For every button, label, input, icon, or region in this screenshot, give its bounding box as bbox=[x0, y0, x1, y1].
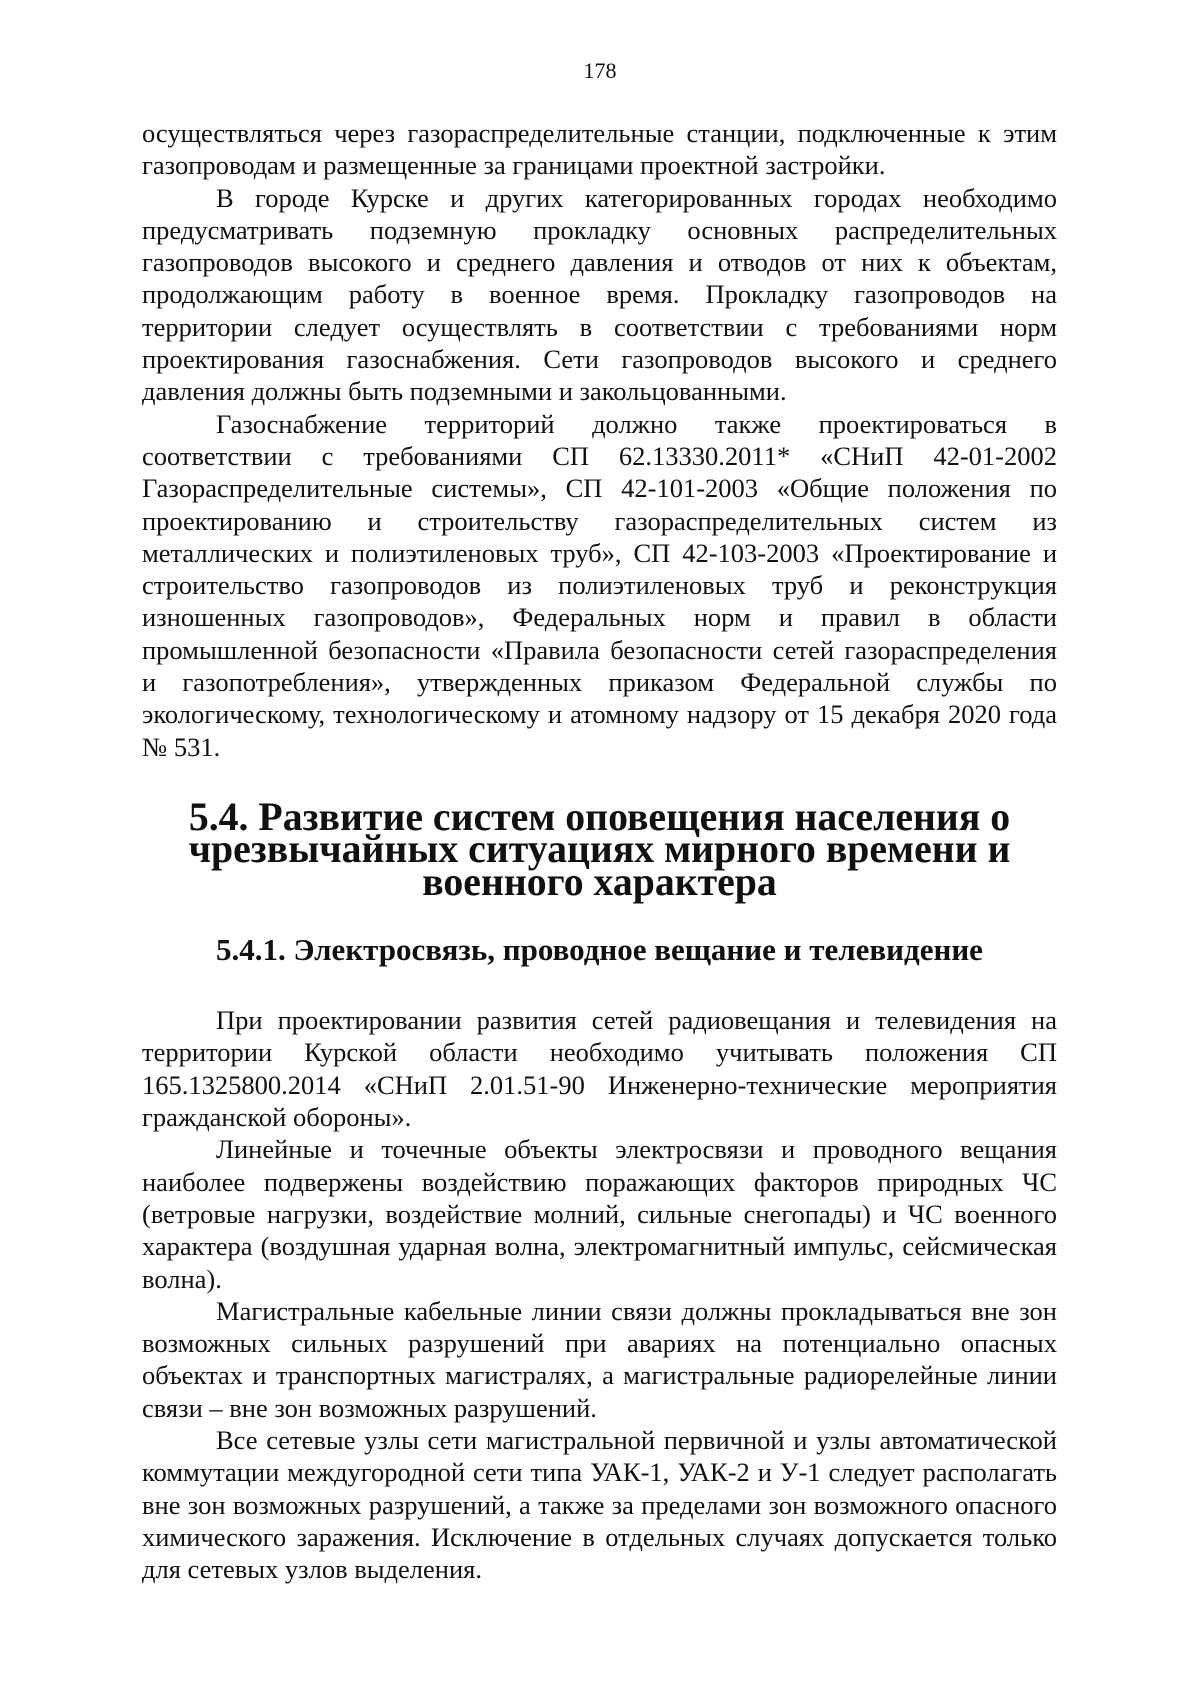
paragraph-network-nodes: Все сетевые узлы сети магистральной первичной и узлы автоматической коммутации междугородной сети типа УАК-1, УАК-2 и У-1 следует располагать вне зон возможных разрушений, а также за пределами зон возможного опасного химического заражения. Исключение в отдельных случаях допускается только для сетевых узлов выделения. bbox=[142, 1424, 1057, 1585]
paragraph-kursk-gas-pipelines: В городе Курске и других категорированных городах необходимо предусматривать подземную прокладку основных распределительных газопроводов высокого и среднего давления и отводов от них к объектам, продолжающим работу в военное время. Прокладку газопроводов на территории следует осуществлять в соответствии с требованиями норм проектирования газоснабжения. Сети газопроводов высокого и среднего давления должны быть подземными и закольцованными. bbox=[142, 182, 1057, 407]
paragraph-gas-supply-standards: Газоснабжение территорий должно также проектироваться в соответствии с требованиями СП 62.13330.2011* «СНиП 42-01-2002 Газораспределительные системы», СП 42-101-2003 «Общие положения по проектированию и строительству газораспределительных систем из металлических и полиэтиленовых труб», СП 42-103-2003 «Проектирование и строительство газопроводов из полиэтиленовых труб и реконструкция изношенных газопроводов», Федеральных норм и правил в области промышленной безопасности «Правила безопасности сетей газораспределения и газопотребления», утвержденных приказом Федеральной службы по экологическому, технологическому и атомному надзору от 15 декабря 2020 года № 531. bbox=[142, 408, 1057, 762]
paragraph-broadcasting-design: При проектировании развития сетей радиовещания и телевидения на территории Курской области необходимо учитывать положения СП 165.1325800.2014 «СНиП 2.01.51-90 Инженерно-технические мероприятия гражданской обороны». bbox=[142, 1005, 1057, 1133]
paragraph-cable-lines: Магистральные кабельные линии связи должны прокладываться вне зон возможных сильных разрушений при авариях на потенциально опасных объектах и транспортных магистралях, а магистральные радиорелейные линии связи – вне зон возможных разрушений. bbox=[142, 1295, 1057, 1423]
paragraph-telecom-vulnerability: Линейные и точечные объекты электросвязи и проводного вещания наиболее подвержены воздействию поражающих факторов природных ЧС (ветровые нагрузки, воздействие молний, сильные снегопады) и ЧС военного характера (воздушная ударная волна, электромагнитный импульс, сейсмическая волна). bbox=[142, 1134, 1057, 1294]
page-number: 178 bbox=[583, 58, 617, 83]
subsection-heading-5-4-1: 5.4.1. Электросвязь, проводное вещание и телевидение bbox=[216, 931, 983, 967]
paragraph-gas-stations: осуществляться через газораспределительные станции, подключенные к этим газопроводам и размещенные за границами проектной застройки. bbox=[142, 118, 1057, 181]
page-body bbox=[142, 117, 1057, 1585]
section-heading-5-4: 5.4. Развитие систем оповещения населения о чрезвычайных ситуациях мирного времени и военного характера bbox=[188, 794, 1011, 904]
